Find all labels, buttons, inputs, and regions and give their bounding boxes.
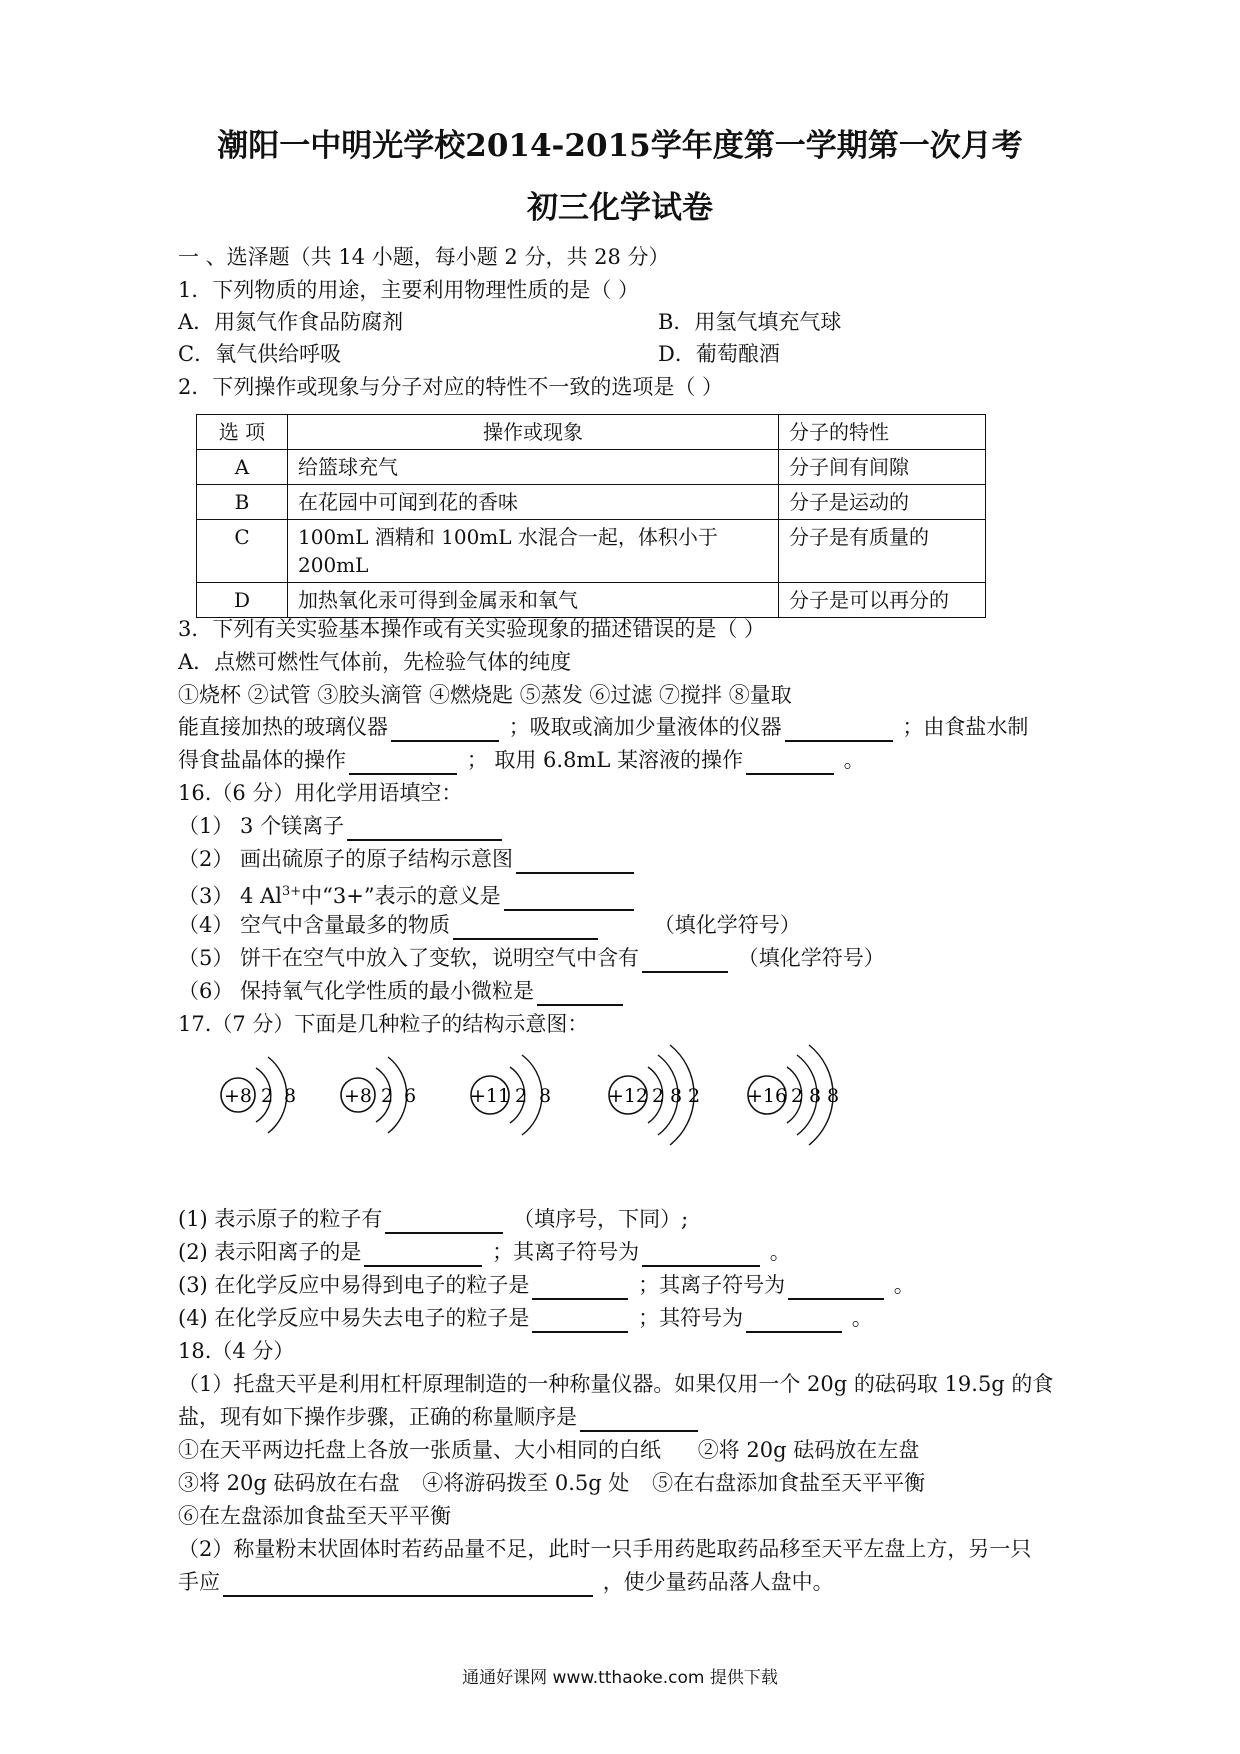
q1-option-b: B．用氢气填充气球	[658, 310, 842, 334]
table-cell: 给篮球充气	[288, 450, 779, 485]
q17-text: 。	[769, 1240, 791, 1264]
q18-step: ③将 20g 砝码放在右盘	[178, 1471, 400, 1495]
table-cell: C	[197, 520, 288, 583]
q18-steps-row3: ⑥在左盘添加食盐至天平平衡	[178, 1504, 451, 1528]
q18-step: ④将游码拨至 0.5g 处	[422, 1471, 630, 1495]
q17-text: (2) 表示阳离子的是	[178, 1240, 362, 1264]
q15-text: ；由食盐水制	[902, 715, 1029, 739]
q16-text: （5） 饼干在空气中放入了变软，说明空气中含有	[178, 946, 640, 970]
answer-blank[interactable]	[532, 1309, 628, 1333]
shell-electrons: 6	[403, 1085, 417, 1107]
q16-text: （4） 空气中含量最多的物质	[178, 913, 451, 937]
atom-diagram-d	[608, 1045, 700, 1175]
table-cell: 加热氧化汞可得到金属汞和氧气	[288, 583, 779, 618]
nucleus-charge: +16	[746, 1085, 788, 1107]
q15-text: ；吸取或滴加少量液体的仪器	[508, 715, 782, 739]
page-title: 潮阳一中明光学校2014-2015学年度第一学期第一次月考	[217, 128, 1023, 164]
q16-text: （1） 3 个镁离子	[178, 814, 345, 838]
q15-text: 得食盐晶体的操作	[178, 748, 346, 772]
table-row	[197, 485, 986, 520]
q1-options-row2	[178, 339, 780, 369]
nucleus-charge: +11	[469, 1085, 511, 1107]
answer-blank[interactable]	[385, 1210, 503, 1234]
shell-electrons: 2	[651, 1085, 665, 1107]
table-cell: 在花园中可闻到花的香味	[288, 485, 779, 520]
q16-text: （填化学符号）	[653, 913, 801, 937]
answer-blank[interactable]	[642, 1243, 760, 1267]
answer-blank[interactable]	[642, 949, 728, 973]
atom-structure-diagrams	[200, 1040, 880, 1175]
answer-blank[interactable]	[532, 1276, 628, 1300]
section-heading: 一 、选泽题（共 14 小题，每小题 2 分，共 28 分）	[178, 245, 670, 269]
q16-item-4	[178, 910, 801, 940]
table-cell: 分子是有质量的	[779, 520, 986, 583]
q17-sub-3	[178, 1270, 915, 1300]
q17-text: (4) 在化学反应中易失去电子的粒子是	[178, 1306, 530, 1330]
shell-electrons: 2	[514, 1085, 528, 1107]
q18-part1-line2	[178, 1402, 701, 1432]
answer-blank[interactable]	[504, 887, 634, 911]
q16-item-6	[178, 976, 626, 1006]
answer-blank[interactable]	[364, 1243, 482, 1267]
table-cell: 分子是运动的	[779, 485, 986, 520]
q18-text: 盐，现有如下操作步骤，正确的称量顺序是	[178, 1405, 577, 1429]
shell-electrons: 2	[687, 1085, 701, 1107]
q18-stem: 18.（4 分）	[178, 1339, 295, 1363]
q1-option-d: D．葡萄酿酒	[658, 342, 780, 366]
footer-credit: 通通好课网 www.tthaoke.com 提供下载	[462, 1668, 778, 1688]
answer-blank[interactable]	[223, 1573, 593, 1597]
q15-text: 能直接加热的玻璃仪器	[178, 715, 388, 739]
q16-text: （3） 4 Al	[178, 884, 282, 908]
answer-blank[interactable]	[391, 718, 499, 742]
q2-stem: 2．下列操作或现象与分子对应的特性不一致的选项是（ ）	[178, 375, 724, 399]
q16-text: （2） 画出硫原子的原子结构示意图	[178, 847, 514, 871]
q17-text: ；其符号为	[638, 1306, 744, 1330]
q17-text: 。	[893, 1273, 915, 1297]
table-cell: 分子是可以再分的	[779, 583, 986, 618]
table-cell: B	[197, 485, 288, 520]
q17-sub-1	[178, 1204, 688, 1234]
q17-text: (3) 在化学反应中易得到电子的粒子是	[178, 1273, 530, 1297]
atom-diagram-a	[221, 1057, 296, 1175]
answer-blank[interactable]	[537, 982, 623, 1006]
q18-steps-row2	[178, 1468, 925, 1498]
answer-blank[interactable]	[453, 916, 598, 940]
table-cell: A	[197, 450, 288, 485]
q15-line2	[178, 745, 865, 775]
q16-item-5	[178, 943, 885, 973]
q16-item-2	[178, 844, 637, 874]
atom-diagram-e	[747, 1045, 839, 1175]
shell-electrons: 2	[790, 1085, 804, 1107]
table-cell: 100mL 酒精和 100mL 水混合一起，体积小于 200mL	[288, 520, 779, 583]
superscript-charge: 3+	[281, 884, 302, 899]
shell-electrons: 2	[380, 1085, 394, 1107]
atom-diagram-c	[470, 1055, 551, 1175]
q17-sub-4	[178, 1303, 873, 1333]
q16-text: 中“3+”表示的意义是	[301, 884, 501, 908]
table-cell: D	[197, 583, 288, 618]
q2-table	[196, 414, 986, 618]
table-cell: 分子间有间隙	[779, 450, 986, 485]
nucleus-charge: +8	[343, 1085, 373, 1107]
q18-part2-line1: （2）称量粉末状固体时若药品量不足，此时一只手用药匙取药品移至天平左盘上方，另一只	[178, 1537, 1032, 1561]
q15-items: ①烧杯 ②试管 ③胶头滴管 ④燃烧匙 ⑤蒸发 ⑥过滤 ⑦搅拌 ⑧量取	[178, 683, 792, 707]
q18-step: ①在天平两边托盘上各放一张质量、大小相同的白纸	[178, 1438, 661, 1462]
q16-item-3	[178, 877, 637, 911]
q18-text: 手应	[178, 1570, 220, 1594]
q1-option-a: A．用氮气作食品防腐剂	[178, 310, 404, 334]
table-row	[197, 520, 986, 583]
answer-blank[interactable]	[788, 1276, 884, 1300]
table-row	[197, 450, 986, 485]
q18-text: ，使少量药品落人盘中。	[602, 1570, 834, 1594]
shell-electrons: 8	[538, 1085, 552, 1107]
q15-line1	[178, 712, 1028, 742]
table-header-row	[197, 415, 986, 450]
shell-electrons: 8	[669, 1085, 683, 1107]
atom-diagram-b	[341, 1057, 416, 1175]
q15-text: 。	[843, 748, 865, 772]
q18-part1-line1: （1）托盘天平是利用杠杆原理制造的一种称量仪器。如果仅用一个 20g 的砝码取 19.5g 的食	[178, 1372, 1054, 1396]
q15-text: ； 取用 6.8mL 某溶液的操作	[466, 748, 743, 772]
shell-electrons: 2	[260, 1085, 274, 1107]
shell-electrons: 8	[283, 1085, 297, 1107]
shell-electrons: 8	[826, 1085, 840, 1107]
q17-text: （填序号，下同）;	[513, 1207, 689, 1231]
q1-option-c: C．氧气供给呼吸	[178, 342, 342, 366]
nucleus-charge: +8	[223, 1085, 253, 1107]
page-subtitle: 初三化学试卷	[527, 190, 713, 226]
q18-part2-line2	[178, 1567, 834, 1597]
q17-sub-2	[178, 1237, 791, 1267]
q18-step: ⑤在右盘添加食盐至天平平衡	[652, 1471, 926, 1495]
table-row	[197, 583, 986, 618]
q16-item-1	[178, 811, 505, 841]
answer-blank[interactable]	[746, 751, 834, 775]
q3-option-a: A．点燃可燃性气体前，先检验气体的纯度	[178, 650, 572, 674]
answer-blank[interactable]	[580, 1408, 698, 1432]
q16-text: （6） 保持氧气化学性质的最小微粒是	[178, 979, 535, 1003]
q1-options-row1	[178, 307, 842, 337]
q16-stem: 16.（6 分）用化学用语填空：	[178, 781, 463, 805]
table-header-cell: 选 项	[197, 415, 288, 450]
q17-text: (1) 表示原子的粒子有	[178, 1207, 383, 1231]
q17-text: ；其离子符号为	[492, 1240, 640, 1264]
answer-blank[interactable]	[349, 751, 457, 775]
answer-blank[interactable]	[347, 817, 502, 841]
q17-text: ；其离子符号为	[638, 1273, 786, 1297]
table-header-cell: 分子的特性	[779, 415, 986, 450]
q17-stem: 17.（7 分）下面是几种粒子的结构示意图：	[178, 1012, 589, 1036]
table-header-cell: 操作或现象	[288, 415, 779, 450]
q1-stem: 1．下列物质的用途，主要利用物理性质的是（ ）	[178, 278, 640, 302]
q17-text: 。	[851, 1306, 873, 1330]
answer-blank[interactable]	[746, 1309, 842, 1333]
shell-electrons: 8	[808, 1085, 822, 1107]
answer-blank[interactable]	[785, 718, 893, 742]
answer-blank[interactable]	[516, 850, 634, 874]
q18-step: ②将 20g 砝码放在左盘	[697, 1438, 920, 1462]
nucleus-charge: +12	[607, 1085, 649, 1107]
q18-steps-row1	[178, 1435, 919, 1465]
q16-text: （填化学符号）	[737, 946, 885, 970]
q3-stem: 3．下列有关实验基本操作或有关实验现象的描述错误的是（ ）	[178, 617, 766, 641]
